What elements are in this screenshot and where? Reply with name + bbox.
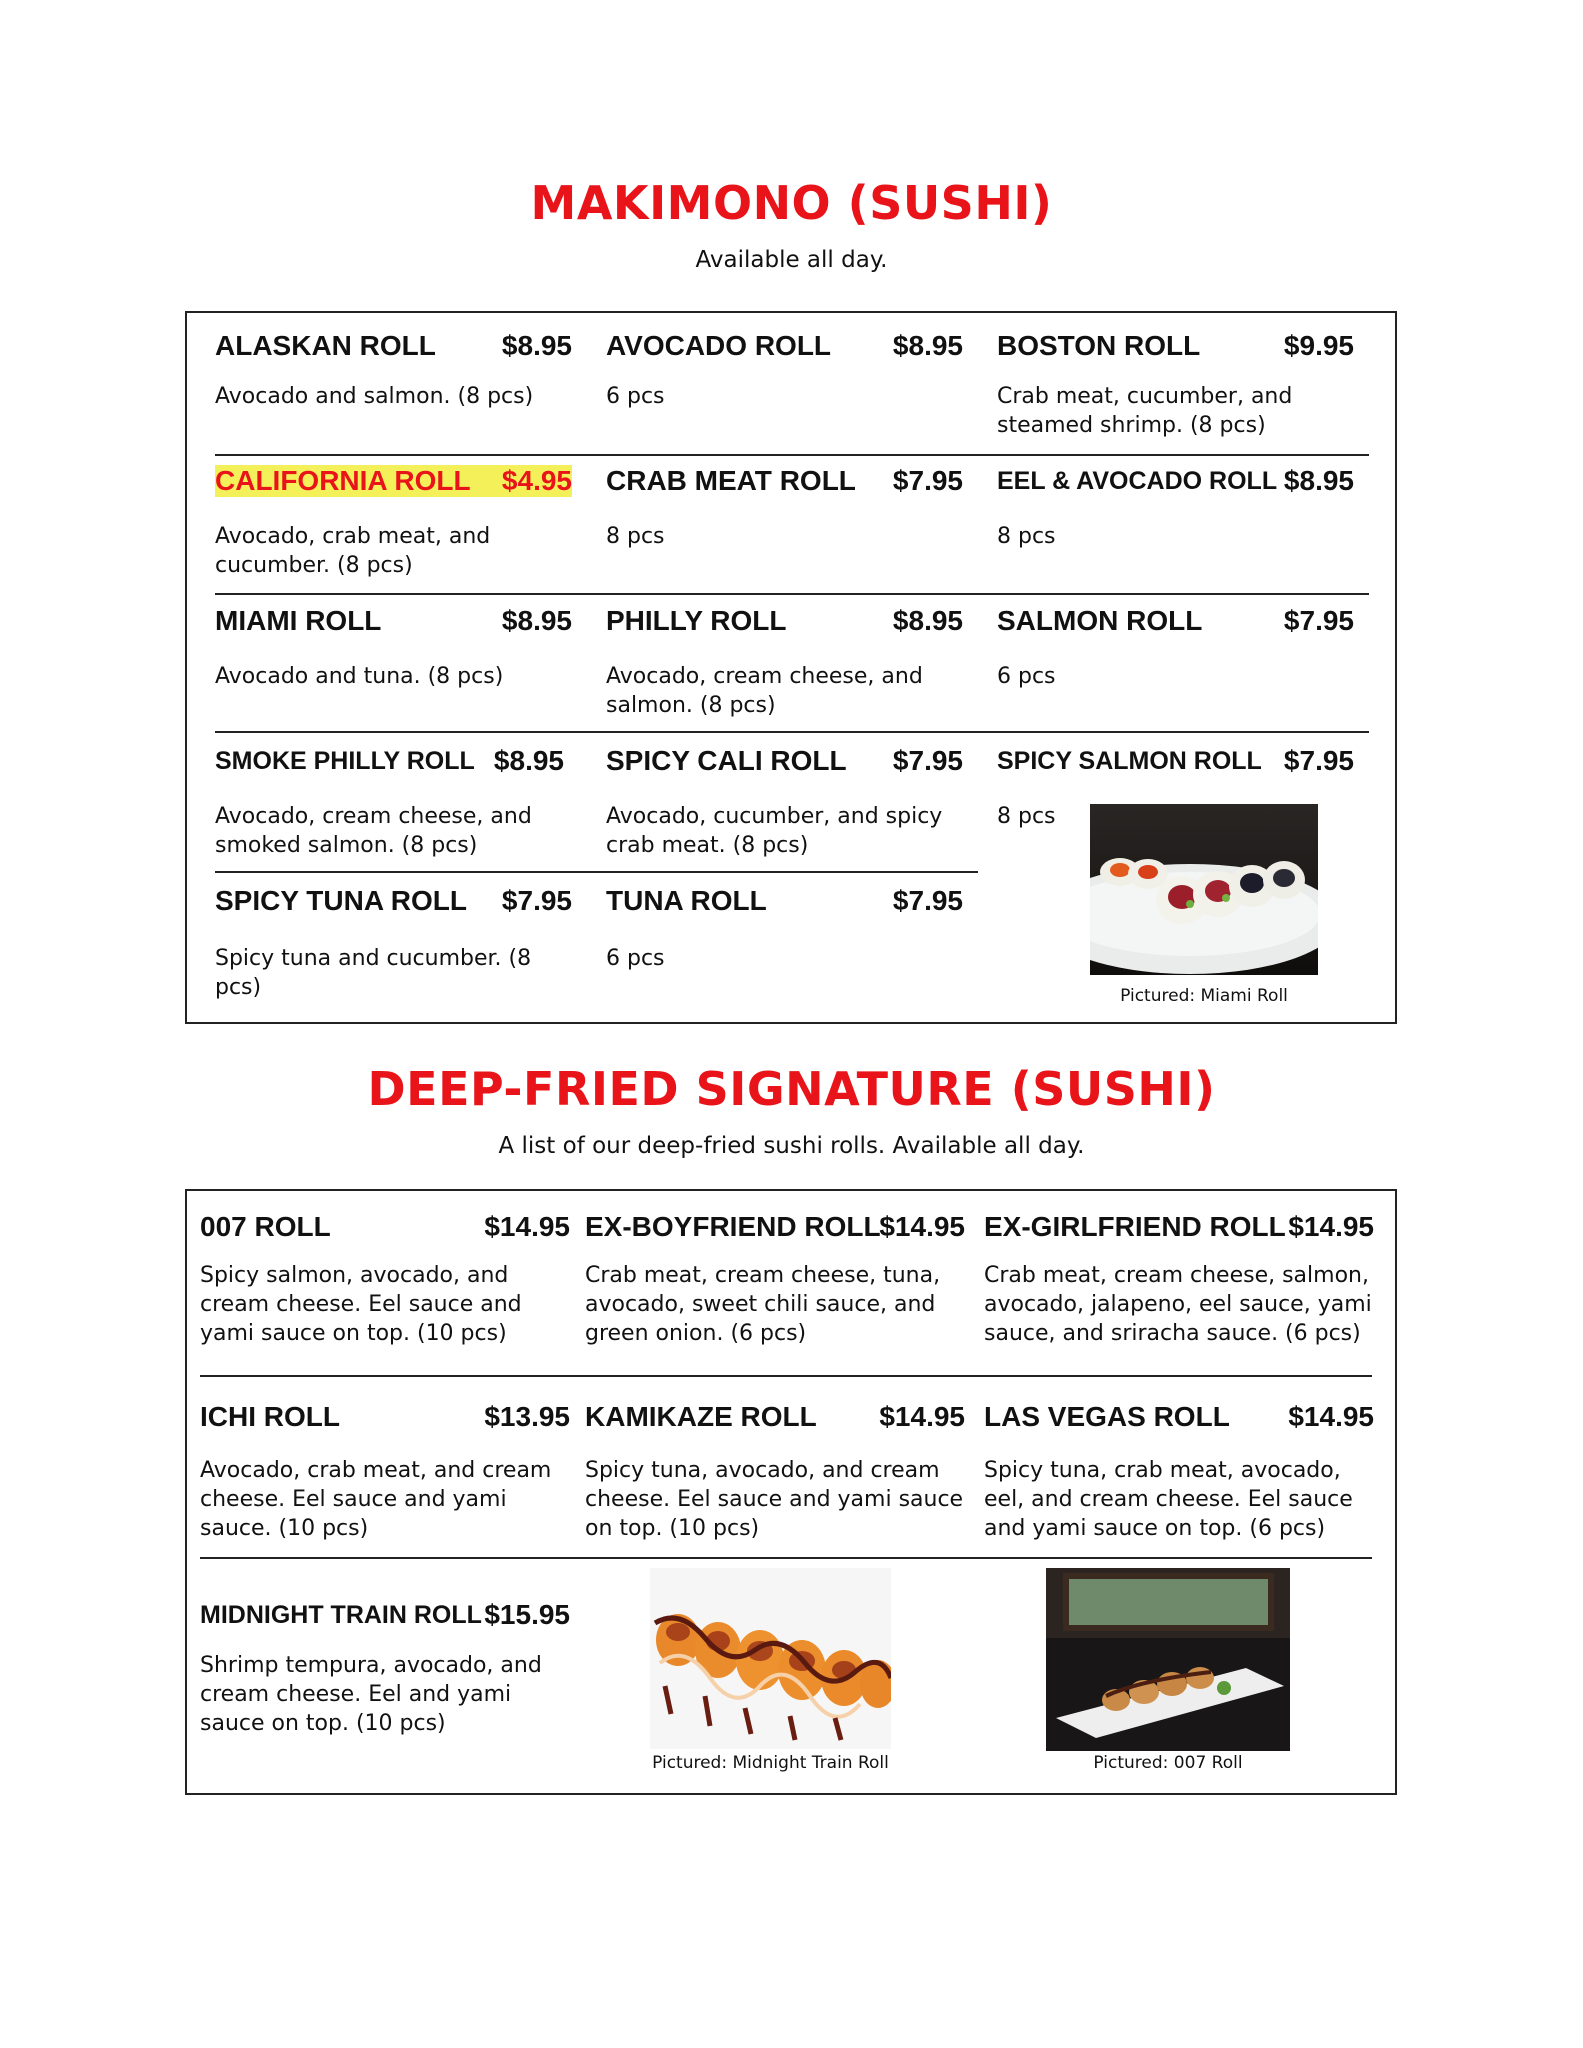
item-price: $8.95 xyxy=(892,605,963,636)
item-description: Crab meat, cucumber, and steamed shrimp. (8 pcs) xyxy=(997,384,1293,438)
miami-roll-photo xyxy=(1090,804,1318,975)
item-price: $7.95 xyxy=(892,745,963,776)
row-divider xyxy=(200,1375,1372,1377)
item-name: 007 ROLL xyxy=(200,1211,331,1242)
item-price: $8.95 xyxy=(892,330,963,361)
item-description: Avocado, crab meat, and cream cheese. Eel sauce and yami sauce. (10 pcs) xyxy=(200,1458,552,1541)
item-price: $7.95 xyxy=(1283,605,1354,636)
menu-item-boston-roll xyxy=(997,330,1354,440)
item-name: SALMON ROLL xyxy=(997,605,1203,636)
item-description: 8 pcs xyxy=(997,804,1056,829)
item-name: CRAB MEAT ROLL xyxy=(606,465,856,496)
item-price: $7.95 xyxy=(892,465,963,496)
menu-item-eel-avocado-roll xyxy=(997,465,1354,585)
row-divider xyxy=(215,731,1369,733)
item-name: BOSTON ROLL xyxy=(997,330,1201,361)
item-name: AVOCADO ROLL xyxy=(606,330,832,361)
item-description: Avocado, cucumber, and spicy crab meat. (8 pcs) xyxy=(606,804,943,858)
item-description: Crab meat, cream cheese, salmon, avocado, jalapeno, eel sauce, yami sauce, and sriracha sauce. (6 pcs) xyxy=(984,1263,1372,1346)
item-price: $4.95 xyxy=(501,465,572,496)
item-price: $14.95 xyxy=(1288,1401,1374,1432)
item-price: $13.95 xyxy=(484,1401,570,1432)
makimono-subtitle: Available all day. xyxy=(695,247,888,273)
item-price: $8.95 xyxy=(501,330,572,361)
makimono-title: MAKIMONO (SUSHI) xyxy=(530,176,1053,230)
item-name: ALASKAN ROLL xyxy=(215,330,436,361)
item-name: PHILLY ROLL xyxy=(606,605,787,636)
menu-item-ex-boyfriend-roll xyxy=(585,1211,965,1351)
item-description: 8 pcs xyxy=(997,524,1056,549)
menu-item-miami-roll xyxy=(215,605,572,725)
item-description: Avocado, cream cheese, and smoked salmon. (8 pcs) xyxy=(215,804,532,858)
plated-roll-image xyxy=(1046,1568,1290,1751)
007-roll-caption: Pictured: 007 Roll xyxy=(1093,1753,1243,1773)
item-name: CALIFORNIA ROLL xyxy=(215,465,471,496)
item-name: LAS VEGAS ROLL xyxy=(984,1401,1230,1432)
menu-item-kamikaze-roll xyxy=(585,1401,965,1541)
item-price: $8.95 xyxy=(501,605,572,636)
menu-item-spicy-cali-roll xyxy=(606,745,963,865)
menu-item-crab-meat-roll xyxy=(606,465,963,585)
row-divider xyxy=(215,593,1369,595)
item-description: Avocado and tuna. (8 pcs) xyxy=(215,664,504,689)
item-price: $15.95 xyxy=(484,1599,570,1630)
menu-item-spicy-tuna-roll xyxy=(215,885,572,1000)
row-divider xyxy=(200,1557,1372,1559)
item-price: $14.95 xyxy=(879,1401,965,1432)
sushi-plate-image xyxy=(1090,804,1318,975)
menu-item-ichi-roll xyxy=(200,1401,570,1541)
deep-fried-title: DEEP-FRIED SIGNATURE (SUSHI) xyxy=(367,1062,1216,1116)
row-divider xyxy=(215,871,978,873)
item-price: $8.95 xyxy=(493,745,564,776)
midnight-train-roll-photo xyxy=(650,1568,891,1749)
item-price: $14.95 xyxy=(1288,1211,1374,1242)
menu-item-philly-roll xyxy=(606,605,963,725)
item-description: Spicy tuna, avocado, and cream cheese. Eel sauce and yami sauce on top. (10 pcs) xyxy=(585,1458,964,1541)
item-name: TUNA ROLL xyxy=(606,885,767,916)
menu-item-avocado-roll xyxy=(606,330,963,440)
menu-item-tuna-roll xyxy=(606,885,963,985)
item-description: Shrimp tempura, avocado, and cream cheese. Eel and yami sauce on top. (10 pcs) xyxy=(200,1653,542,1736)
item-name: ICHI ROLL xyxy=(200,1401,340,1432)
item-price: $7.95 xyxy=(501,885,572,916)
menu-item-alaskan-roll xyxy=(215,330,572,440)
item-name: SMOKE PHILLY ROLL xyxy=(215,747,475,775)
menu-item-ex-girlfriend-roll xyxy=(984,1211,1374,1351)
item-description: Spicy tuna, crab meat, avocado, eel, and cream cheese. Eel sauce and yami sauce on top. (6 pcs) xyxy=(984,1458,1353,1541)
menu-item-salmon-roll xyxy=(997,605,1354,725)
item-name: EEL & AVOCADO ROLL xyxy=(997,467,1278,495)
item-price: $7.95 xyxy=(892,885,963,916)
menu-item-midnight-train-roll xyxy=(200,1599,570,1739)
item-name: SPICY SALMON ROLL xyxy=(997,747,1262,775)
007-roll-photo xyxy=(1046,1568,1290,1751)
item-description: Crab meat, cream cheese, tuna, avocado, sweet chili sauce, and green onion. (6 pcs) xyxy=(585,1263,941,1346)
item-price: $7.95 xyxy=(1283,745,1354,776)
item-description: 6 pcs xyxy=(606,946,665,971)
item-name: SPICY TUNA ROLL xyxy=(215,885,468,916)
item-price: $8.95 xyxy=(1283,465,1354,496)
item-description: Spicy tuna and cucumber. (8 pcs) xyxy=(215,946,532,1000)
item-name: MIDNIGHT TRAIN ROLL xyxy=(200,1601,482,1629)
item-price: $14.95 xyxy=(484,1211,570,1242)
midnight-train-roll-caption: Pictured: Midnight Train Roll xyxy=(652,1753,889,1773)
item-description: 6 pcs xyxy=(606,384,665,409)
item-description: Spicy salmon, avocado, and cream cheese. Eel sauce and yami sauce on top. (10 pcs) xyxy=(200,1263,522,1346)
item-name: KAMIKAZE ROLL xyxy=(585,1401,817,1432)
item-name: EX-BOYFRIEND ROLL xyxy=(585,1211,881,1242)
menu-item-california-roll xyxy=(215,465,572,585)
item-price: $14.95 xyxy=(879,1211,965,1242)
item-description: 8 pcs xyxy=(606,524,665,549)
deep-fried-subtitle: A list of our deep-fried sushi rolls. Available all day. xyxy=(498,1133,1085,1159)
item-description: Avocado, crab meat, and cucumber. (8 pcs) xyxy=(215,524,491,578)
menu-item-smoke-philly-roll xyxy=(215,745,572,865)
item-name: EX-GIRLFRIEND ROLL xyxy=(984,1211,1286,1242)
menu-item-las-vegas-roll xyxy=(984,1401,1374,1541)
item-description: Avocado and salmon. (8 pcs) xyxy=(215,384,534,409)
item-name: SPICY CALI ROLL xyxy=(606,745,847,776)
item-name: MIAMI ROLL xyxy=(215,605,382,636)
miami-roll-caption: Pictured: Miami Roll xyxy=(1120,986,1288,1006)
item-description: 6 pcs xyxy=(997,664,1056,689)
menu-item-007-roll xyxy=(200,1211,570,1351)
row-divider xyxy=(215,454,1369,456)
fried-roll-image xyxy=(650,1568,891,1749)
item-price: $9.95 xyxy=(1283,330,1354,361)
item-description: Avocado, cream cheese, and salmon. (8 pcs) xyxy=(606,664,923,718)
